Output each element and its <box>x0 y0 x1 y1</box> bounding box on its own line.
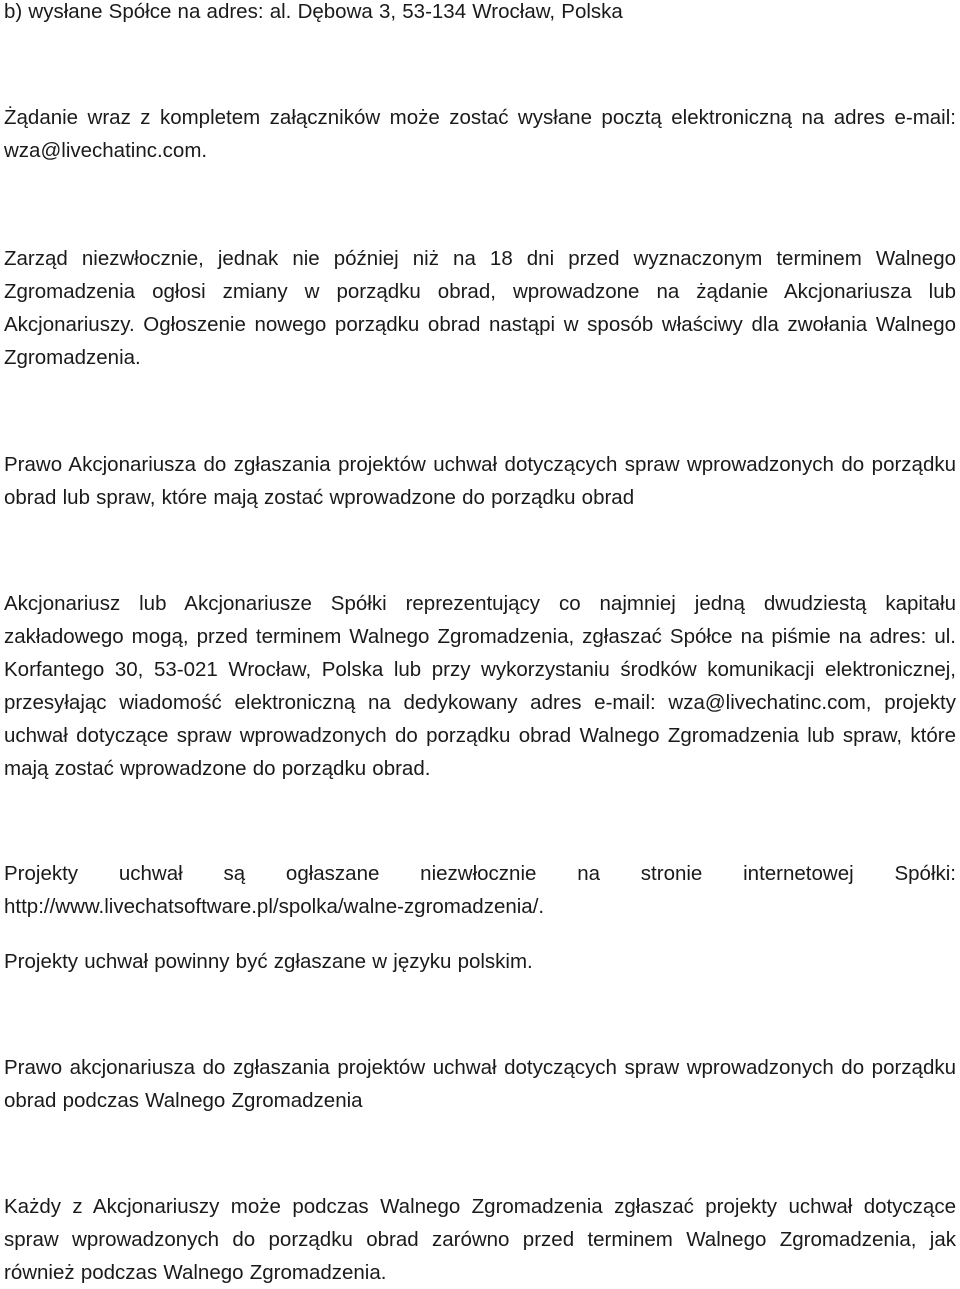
paragraph-publication-website: Projekty uchwał są ogłaszane niezwłocznie na stronie internetowej Spółki: http://www.livechatsoftware.pl/spolka/walne-zgromadzenia/. <box>4 862 956 918</box>
paragraph-email-submission: Żądanie wraz z kompletem załączników może zostać wysłane pocztą elektroniczną na adres e-mail: wza@livechatinc.com. <box>4 106 956 162</box>
section-heading-during-meeting: Prawo akcjonariusza do zgłaszania projektów uchwał dotyczących spraw wprowadzonych do porządku obrad podczas Walnego Zgromadzenia <box>4 1056 956 1112</box>
paragraph-agenda-changes: Zarząd niezwłocznie, jednak nie później niż na 18 dni przed wyznaczonym terminem Walnego Zgromadzenia ogłosi zmiany w porządku obrad, wprowadzone na żądanie Akcjonariusza lub Akcjonariuszy. Ogłoszenie nowego porządku obrad nastąpi w sposób właściwy dla zwołania Walnego Zgromadzenia. <box>4 247 956 369</box>
paragraph-shareholder-submission: Akcjonariusz lub Akcjonariusze Spółki reprezentujący co najmniej jedną dwudziestą kapitału zakładowego mogą, przed terminem Walnego Zgromadzenia, zgłaszać Spółce na piśmie na adres: ul. Korfantego 30, 53-021 Wrocław, Polska lub przy wykorzystaniu środków komunikacji elektronicznej, przesyłając wiadomość elektroniczną na dedykowany adres e-mail: wza@livechatinc.com, projekty uchwał dotyczące spraw wprowadzonych do porządku obrad Walnego Zgromadzenia lub spraw, które mają zostać wprowadzone do porządku obrad. <box>4 592 956 780</box>
paragraph-proposals-during-meeting: Każdy z Akcjonariuszy może podczas Walnego Zgromadzenia zgłaszać projekty uchwał dotyczące spraw wprowadzonych do porządku obrad zarówno przed terminem Walnego Zgromadzenia, jak również podczas Walnego Zgromadzenia. <box>4 1195 956 1284</box>
paragraph-language-requirement: Projekty uchwał powinny być zgłaszane w języku polskim. <box>4 950 533 973</box>
paragraph-delivery-address: b) wysłane Spółce na adres: al. Dębowa 3, 53-134 Wrocław, Polska <box>4 0 623 23</box>
section-heading-resolution-drafts: Prawo Akcjonariusza do zgłaszania projektów uchwał dotyczących spraw wprowadzonych do porządku obrad lub spraw, które mają zostać wprowadzone do porządku obrad <box>4 453 956 509</box>
